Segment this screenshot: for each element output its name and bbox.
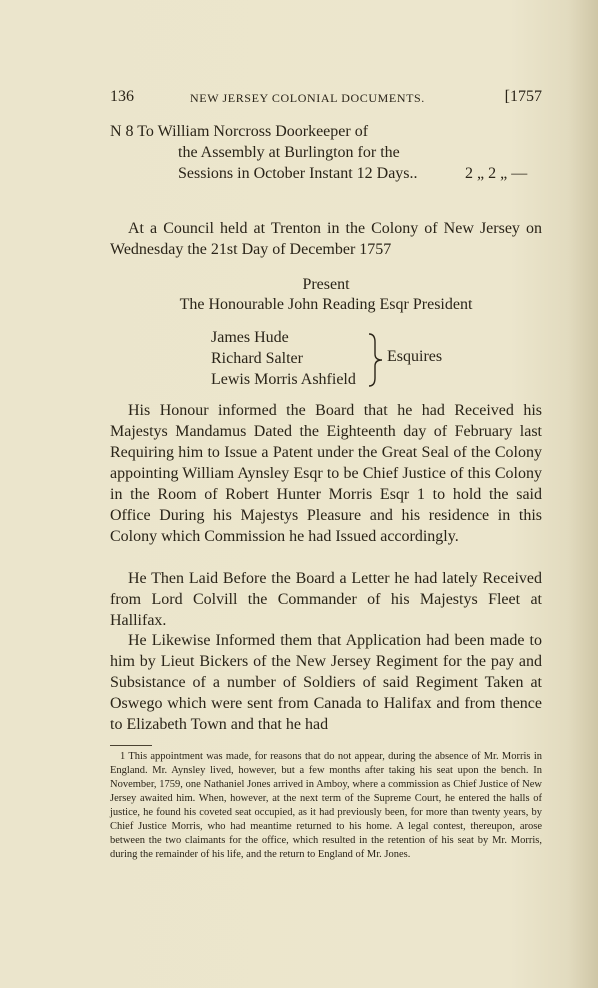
ledger-line-1: N 8 To William Norcross Doorkeeper of (110, 123, 369, 140)
curly-brace-icon (365, 332, 385, 388)
president-line: The Honourable John Reading Esqr President (179, 296, 473, 313)
header-year: [1757 (504, 88, 542, 105)
members-suffix: Esquires (387, 348, 443, 365)
ledger-line-3: Sessions in October Instant 12 Days.. (178, 165, 418, 182)
running-title: NEW JERSEY COLONIAL DOCUMENTS. (190, 91, 425, 105)
footnote: 1 This appointment was made, for reasons that do not appear, during the absence of Mr. Morris in England. Mr. Aynsley lived, however, but a few months after taking his seat upon the bench. In November, 1759, one Nathaniel Jones arrived in Amboy, where a commission as Chief Justice of New Jersey awaited him. When, however, at the next term of the Supreme Court, he entered the halls of justice, he found his coveted seat occupied, as it had previously been, for more than twenty years, by Chief Justice Morris, who had meantime returned to his home. A legal contest, thereupon, arose between the two claimants for the office, which resulted in the retention of his seat by Mr. Morris, during the remainder of his life, and the return to England of Mr. Jones. (110, 751, 542, 860)
page-number: 136 (110, 88, 134, 105)
members-list (211, 327, 356, 390)
paragraph-letter: He Then Laid Before the Board a Letter he had lately Received from Lord Colvill the Commander of his Majestys Fleet at Hallifax. (110, 570, 542, 629)
ledger-line-2: the Assembly at Burlington for the (178, 144, 400, 161)
member-name: Lewis Morris Ashfield (211, 371, 356, 388)
ledger-amount: 2 „ 2 „ — (465, 165, 528, 182)
footnote-divider (110, 745, 152, 746)
running-header (110, 88, 542, 110)
member-name: James Hude (211, 329, 289, 346)
member-name: Richard Salter (211, 350, 303, 367)
council-intro: At a Council held at Trenton in the Colony of New Jersey on Wednesday the 21st Day of December 1757 (110, 220, 542, 258)
present-label: Present (302, 276, 350, 293)
paragraph-mandamus: His Honour informed the Board that he had Received his Majestys Mandamus Dated the Eighteenth day of February last Requiring him to Issue a Patent under the Great Seal of the Colony appointing William Aynsley Esqr to be Chief Justice of this Colony in the Room of Robert Hunter Morris Esqr 1 to hold the said Office During his Majestys Pleasure and his residence in this Colony which Commission he had Issued accordingly. (110, 402, 542, 545)
paragraph-application: He Likewise Informed them that Application had been made to him by Lieut Bickers of the New Jersey Regiment for the pay and Subsistance of a number of Soldiers of said Regiment Taken at Oswego which were sent from Canada to Halifax and from thence to Elizabeth Town and that he had (110, 632, 542, 733)
